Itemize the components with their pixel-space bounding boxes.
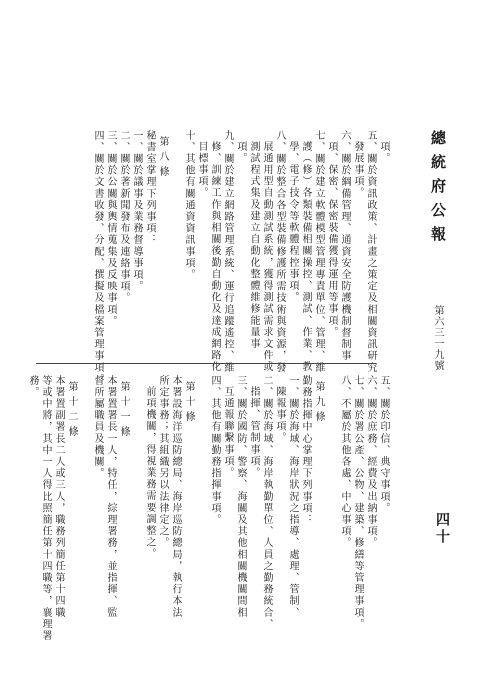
text-column: 學、電子技令等軟體程控事項。 xyxy=(287,141,298,304)
text-column: 一、關於議事及業務督導事項。 xyxy=(131,130,142,293)
text-column: 等或中將，其中一人得比照簡任第十四職等，襄理署 xyxy=(40,375,51,642)
text-column: 本署設海洋巡防總局、海岸巡防總局，執行本法 xyxy=(170,375,181,619)
text-column: 展通用型自動測試系統，獲得測試需求文件或 xyxy=(261,141,272,373)
text-column: 項。 xyxy=(378,141,389,165)
text-column: 護（修）各類裝備相關操控、測試、作業、教 xyxy=(300,141,311,373)
text-column: 一、關於海域、海岸狀況之指導、處理、管制、 xyxy=(287,375,298,619)
text-column: 勤務指揮中心掌理下列事項： xyxy=(300,375,311,526)
article-heading: 第十二條 xyxy=(66,381,77,441)
text-column: 五、關於資訊政策、計畫之策定及相關資訊研究 xyxy=(365,130,376,374)
text-column: 測試程式集及建立自動化整體維修能量事 xyxy=(248,141,259,350)
text-column: 十、其他有關通資資訊事項。 xyxy=(183,130,194,281)
text-column: 二、關於海域、海岸執勤單位、人員之勤務統合、 xyxy=(261,375,272,631)
gazette-title: 總統府公報 xyxy=(429,130,447,250)
text-column: 六、關於庶務、經費及出納事項。 xyxy=(365,375,376,549)
text-column: 七、關於署公產、公物、建築、修繕等管理事項。 xyxy=(352,375,363,631)
text-column: 所定事務；其組織另以法律定之。 xyxy=(157,375,168,549)
text-column: 發展事項。 xyxy=(352,141,363,199)
text-column: 督所屬職員及機關。 xyxy=(92,375,103,480)
text-column: 指揮、管制事項。 xyxy=(248,386,259,479)
text-column: 本署置副署長二人或三人，職務列簡任第十四職 xyxy=(53,375,64,619)
text-column: 務。 xyxy=(27,375,38,399)
text-column xyxy=(78,375,91,635)
text-column: 四、其他有關勤務指揮事項。 xyxy=(209,375,220,526)
text-column: 八、不屬於其他各處、中心事項。 xyxy=(339,375,350,549)
text-column: 三、關於公關與輿情蒐集及反映事項。 xyxy=(105,130,116,328)
text-column: 七、關於建立軟體模型管理專責單位、管理、維 xyxy=(313,130,324,374)
article-heading: 第十條 xyxy=(183,381,194,426)
text-column: 二、關於著新聞發布及連絡事項。 xyxy=(118,130,129,304)
text-column xyxy=(325,375,338,635)
text-column: 項、保密、保密裝備獲得運用等事項。 xyxy=(326,141,337,339)
article-heading: 第九條 xyxy=(313,381,324,426)
text-column: 前項機關，得視業務需要調整之。 xyxy=(144,386,155,560)
text-column: 三、關於國防、警察、海關及其他相關機關間相 xyxy=(235,375,246,619)
text-column xyxy=(195,375,208,635)
text-column: 項。 xyxy=(235,141,246,165)
text-column: 修、訓練工作與相關後勤自動化及達成網路化 xyxy=(209,141,220,373)
text-column: 陳報事項。 xyxy=(274,386,285,444)
article-heading: 第八條 xyxy=(157,136,168,181)
text-column: 九、關於建立網路管理系統、運行追蹤遙控、維 xyxy=(222,130,233,374)
section-divider xyxy=(36,363,376,364)
text-column: 秘書室掌理下列事項： xyxy=(144,130,155,246)
bottom-text-block xyxy=(26,375,390,642)
page-number: 四十 xyxy=(434,512,450,546)
text-column: 五、關於印信、典守事項。 xyxy=(378,375,389,515)
issue-number: 第六三一九號 xyxy=(432,305,443,371)
text-column: 六、關於綱備管理、通資安全防護機制督制事 xyxy=(339,130,350,362)
text-column: 本署置署長一人，特任，綜理署務，並指揮、監 xyxy=(105,375,116,619)
text-column: 互通報聯繫事項。 xyxy=(222,386,233,479)
text-column xyxy=(169,130,182,360)
top-text-block xyxy=(91,130,390,386)
text-column xyxy=(130,375,143,635)
text-column: 四、關於文書收發、分配、撰擬及檔案管理事項。 xyxy=(92,130,103,386)
text-column: 目標事項。 xyxy=(196,141,207,199)
article-heading: 第十一條 xyxy=(118,381,129,441)
text-column: 八、關於整合各型裝備修護所需技術與資源，發 xyxy=(274,130,285,374)
